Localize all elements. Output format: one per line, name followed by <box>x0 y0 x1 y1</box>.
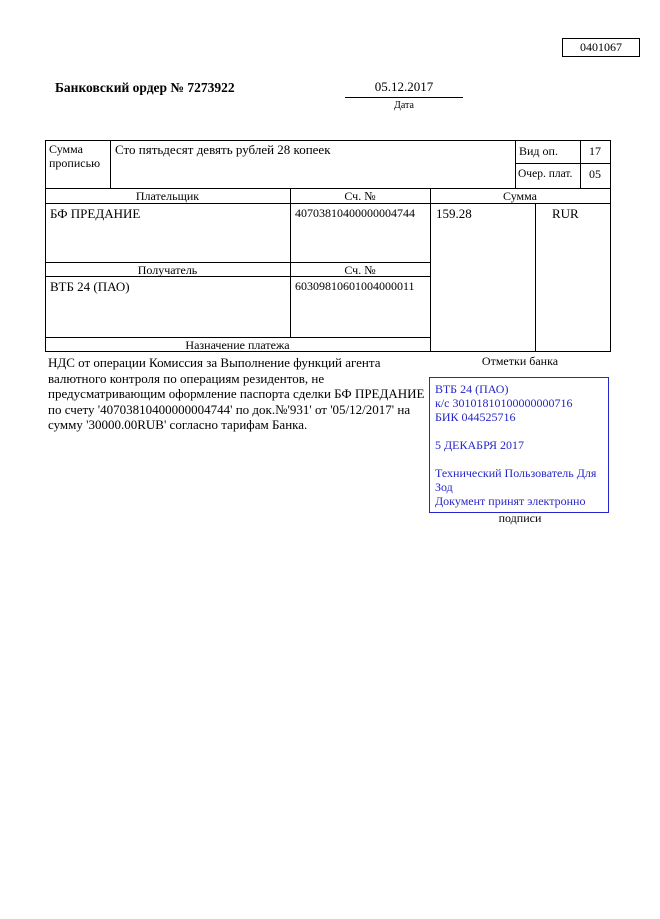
purpose-text: НДС от операции Комиссия за Выполнение функций агента валютного контроля по операциям резидентов, не предусматривающим оформление паспорта сделки БФ ПРЕДАНИЕ по счету '40703810400000004744' по док.№'931' от '05/12/2017' на сумму '30000.00RUB' согласно тарифам Банка. <box>48 355 425 433</box>
bank-stamp <box>429 377 609 513</box>
stamp-date: 5 ДЕКАБРЯ 2017 <box>435 438 524 452</box>
payer-account: 40703810400000004744 <box>295 206 415 220</box>
payer-name: БФ ПРЕДАНИЕ <box>50 206 141 221</box>
grid-line <box>430 188 431 351</box>
amount-words-label: Сумма прописью <box>49 142 101 170</box>
grid-line <box>110 140 111 188</box>
amount-currency: RUR <box>552 206 579 221</box>
stamp-operator: Технический Пользователь Для Зод <box>435 466 597 494</box>
payee-account: 60309810601004000011 <box>295 279 415 293</box>
payer-account-header: Сч. № <box>344 189 376 203</box>
grid-line <box>45 140 46 351</box>
payee-name: ВТБ 24 (ПАО) <box>50 279 130 294</box>
document-title: Банковский ордер № 7273922 <box>55 80 235 95</box>
grid-line <box>515 163 610 164</box>
stamp-bank-name: ВТБ 24 (ПАО) <box>435 382 509 396</box>
amount-header: Сумма <box>503 189 537 203</box>
payment-priority-label: Очер. плат. <box>518 168 573 180</box>
payer-header: Плательщик <box>135 189 200 203</box>
stamp-status: Документ принят электронно <box>435 494 586 508</box>
document-date: 05.12.2017 <box>345 80 463 98</box>
purpose-header: Назначение платежа <box>185 338 290 352</box>
grid-line <box>610 140 611 351</box>
bank-marks-header: Отметки банка <box>481 354 559 368</box>
grid-line <box>515 140 516 188</box>
grid-line <box>45 140 610 141</box>
grid-line <box>290 188 291 337</box>
payee-header: Получатель <box>137 263 198 277</box>
stamp-corr-account: к/с 30101810100000000716 <box>435 396 573 410</box>
op-type-label: Вид оп. <box>519 144 558 158</box>
payee-account-header: Сч. № <box>344 263 376 277</box>
form-code-box: 0401067 <box>562 38 640 57</box>
op-type-value: 17 <box>589 144 601 158</box>
stamp-bik: БИК 044525716 <box>435 410 516 424</box>
amount-value: 159.28 <box>436 206 472 221</box>
payment-priority-value: 05 <box>589 167 601 181</box>
grid-line <box>535 203 536 351</box>
amount-words-value: Сто пятьдесят девять рублей 28 копеек <box>115 142 331 157</box>
date-label: Дата <box>394 100 414 111</box>
signatures-label: подписи <box>498 511 542 525</box>
